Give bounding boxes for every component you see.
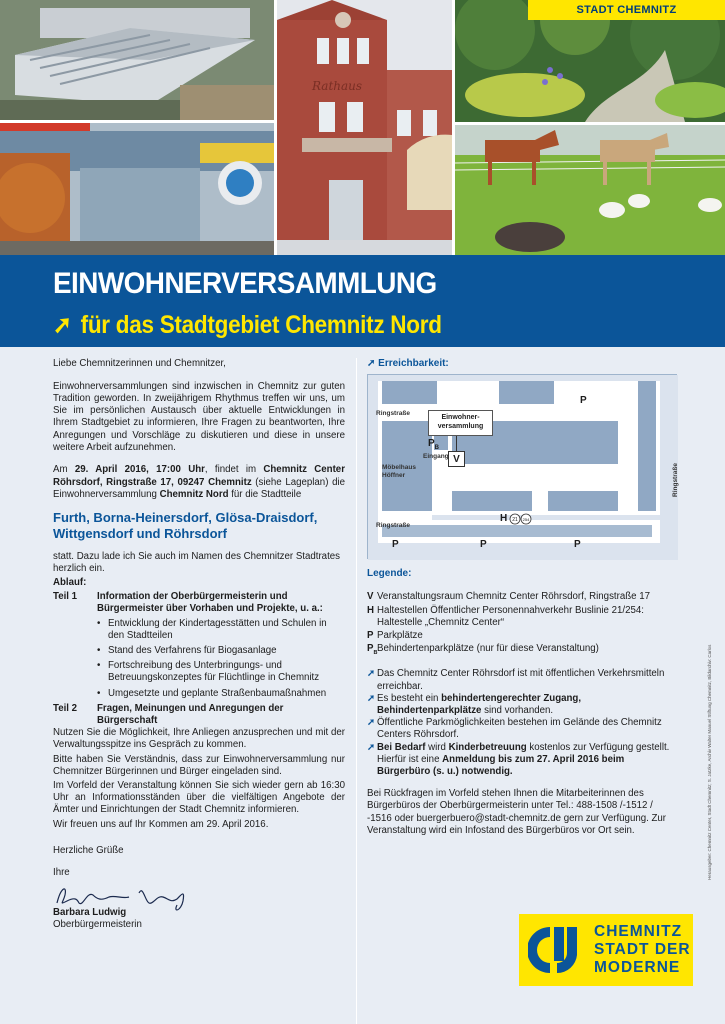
map-building [548, 491, 618, 511]
opportunity-paragraph: Nutzen Sie die Möglichkeit, Ihre Anliegen anzusprechen und mit der Verwaltungsspitze ins Gespräch zu kommen. [53, 727, 345, 751]
note-text-bold: Kinderbetreuung [448, 741, 527, 753]
map-marker-p: P [574, 539, 581, 551]
event-venue: Chemnitz Center Röhrsdorf, Ringstraße 17, 09247 Chemnitz [53, 464, 345, 488]
map-hoeffner-line: Höffner [382, 472, 406, 480]
map-road [368, 543, 678, 560]
note-text-part: wird [425, 741, 449, 753]
note-text [377, 742, 677, 779]
signer-name: Barbara Ludwig [53, 906, 127, 918]
logo-line-1: CHEMNITZ [594, 923, 683, 940]
arrow-icon: ➚ [367, 717, 376, 729]
map-label-ringstrasse-3: Ringstraße [672, 463, 679, 498]
date-suffix: für die Stadtteile [228, 488, 302, 500]
map-moebelhaus-line: Möbelhaus [382, 464, 416, 472]
photo-shopping-center-entrance [0, 123, 274, 255]
subtitle-text: für das Stadtgebiet Chemnitz Nord [80, 311, 442, 339]
closing-paragraph: Wir freuen uns auf Ihr Kommen am 29. April 2016. [53, 818, 269, 830]
logo-text [594, 923, 691, 977]
legend-item [367, 630, 677, 642]
bus-stop-icon [509, 513, 533, 525]
map-marker-p: P [392, 539, 399, 551]
map-h-letter: H [500, 513, 508, 525]
legend-key-sub: B [373, 650, 378, 657]
rathaus-lettering: Rathaus [312, 79, 363, 93]
legend-item [367, 643, 677, 659]
regards: Herzliche Grüße [53, 844, 124, 856]
title-banner [0, 255, 725, 347]
date-paragraph [53, 464, 345, 501]
map-building [452, 491, 532, 511]
site-map [367, 374, 677, 559]
photo-credit-text: Herausgeber: Chemnitz Center, Stadt Chemnitz; S. Jatzke, Archiv Walter Manuel Stiftung Chemnitz, Bildarchiv: Carlos [707, 644, 712, 880]
list-item: • Fortschreibung des Unterbringungs- und Betreuungskonzeptes für Flüchtlinge in Chemnitz [97, 660, 345, 684]
map-marker-p: P [480, 539, 487, 551]
agenda-part-1-list [97, 618, 345, 700]
map-pb-letter: P [428, 438, 435, 450]
legend-key [367, 643, 377, 659]
preview-paragraph: Im Vorfeld der Veranstaltung können Sie sich wieder gern ab 16:30 Uhr an Informationsständen über die vielfältigen Angebote der Ämter und Einrichtungen der Stadt Chemnitz informieren. [53, 779, 345, 816]
districts-heading [53, 510, 345, 542]
map-building [638, 381, 656, 511]
photo-rathaus [277, 0, 452, 255]
photo-shopping-center-aerial [0, 0, 274, 120]
legend-text: Haltestellen Öffentlicher Personennahverkehr Buslinie 21/254: Haltestelle „Chemnitz Center“ [377, 604, 644, 628]
event-date: 29. April 2016, 17:00 Uhr [74, 464, 205, 476]
map-road [368, 375, 378, 560]
agenda-part-2-label: Teil 2 [53, 702, 78, 714]
access-heading [367, 358, 677, 370]
date-prefix: Am [53, 464, 75, 476]
page-subtitle [53, 310, 442, 340]
city-tag-text: STADT CHEMNITZ [576, 4, 677, 16]
note-text-bold: Anmeldung bis zum 27. April 2016 beim Bürgerbüro (s. u.) notwendig. [377, 753, 625, 777]
list-item: • Stand des Verfahrens für Biogasanlage [97, 645, 345, 657]
map-callout-event [428, 410, 493, 436]
logo-line-3: MODERNE [594, 959, 681, 976]
contact-paragraph: Bei Rückfragen im Vorfeld stehen Ihnen die Mitarbeiterinnen des Bürgerbüros der Oberbürgermeisterin unter Tel.: 488-1508 /-1512 / -1516 oder buergerbuero@stadt-chemnitz.de gern zur Verfügung. Zur Veranstaltung wird ein Infostand des Bürgerbüros vor Ort sein. [367, 788, 667, 836]
note-item [367, 742, 677, 779]
ihre: Ihre [53, 866, 70, 878]
agenda-part-1 [53, 591, 345, 615]
photo-band [0, 0, 725, 255]
list-item: • Umgesetzte und geplante Straßenbaumaßnahmen [97, 688, 345, 700]
note-item [367, 693, 677, 717]
legend-heading: Legende: [367, 568, 412, 580]
access-heading-text: Erreichbarkeit: [378, 358, 449, 369]
understanding-paragraph: Bitte haben Sie Verständnis, dass zur Einwohnerversammlung nur Chemnitzer Bürgerinnen und Bürger eingeladen sind. [53, 753, 345, 777]
logo-line-2: STADT DER [594, 941, 691, 958]
note-item [367, 668, 677, 692]
map-label-ringstrasse-2: Ringstraße [376, 522, 410, 530]
legend-key: H [367, 604, 374, 616]
legend-text: Parkplätze [377, 630, 423, 642]
letter-column [53, 358, 345, 931]
page-title: EINWOHNERVERSAMMLUNG [53, 267, 437, 300]
column-divider [356, 358, 357, 1024]
note-text-bold: behindertengerechter Zugang, Behindertenparkplätze [377, 692, 582, 716]
intro-paragraph: Einwohnerversammlungen sind inzwischen in Chemnitz zur guten Tradition geworden. In zweijährigem Rhythmus treffen wir uns, um Sie im persönlichen Austausch über aktuelle Entwicklungen in Ihrem Stadtgebiet zu informieren, Ihre Fragen zu beantworten, Ihre Anregungen und Vorschläge zu diskutieren und diese in unsere weitere Arbeit aufzunehmen. [53, 380, 345, 453]
legend-item [367, 605, 677, 629]
list-item: • Entwicklung der Kindertagesstätten und Schulen in den Stadtteilen [97, 618, 345, 642]
info-column [367, 358, 677, 837]
note-text [377, 693, 677, 717]
event-district: Chemnitz Nord [159, 488, 229, 500]
photo-credit [707, 644, 715, 880]
note-item [367, 717, 677, 741]
city-tag [528, 0, 725, 20]
arrow-icon: ➚ [367, 668, 376, 680]
map-label-ringstrasse: Ringstraße [376, 410, 410, 418]
map-callout-text: Einwohner- versammlung [437, 414, 484, 430]
note-text-part: kostenlos zur Verfügung gestellt. Hierfür ist eine [377, 741, 670, 765]
legend-text: Veranstaltungsraum Chemnitz Center Röhrsdorf, Ringstraße 17 [377, 591, 650, 603]
note-text-part: sind vorhanden. [481, 704, 554, 716]
map-callout-line [456, 436, 457, 451]
map-label-eingang: Eingang [423, 453, 449, 461]
map-marker-v: V [448, 451, 465, 467]
legend-key: V [367, 591, 374, 603]
map-building [499, 381, 554, 404]
agenda-part-1-label: Teil 1 [53, 591, 78, 603]
greeting: Liebe Chemnitzerinnen und Chemnitzer, [53, 358, 226, 369]
note-text: Öffentliche Parkmöglichkeiten bestehen im Gelände des Chemnitz Centers Röhrsdorf. [377, 717, 662, 741]
date-after-venue: (siehe Lageplan) die Einwohnerversammlung [53, 476, 345, 500]
arrow-icon: ➚ [367, 692, 376, 704]
signer-title: Oberbürgermeisterin [53, 918, 142, 930]
arrow-icon: ➚ [367, 358, 379, 369]
agenda-part-2-title: Fragen, Meinungen und Anregungen der Bürgerschaft [97, 702, 284, 726]
agenda-part-1-title: Information der Oberbürgermeisterin und Bürgermeister über Vorhaben und Projekte, u. a.: [97, 591, 323, 615]
photo-animal-pasture [455, 125, 725, 255]
bus-line-label: 21 [512, 517, 518, 524]
note-text-part: Es besteht ein [377, 692, 442, 704]
legend-item [367, 591, 677, 603]
arrow-icon: ➚ [53, 311, 72, 339]
note-text-bold: Bei Bedarf [377, 741, 426, 753]
districts-line-1: Furth, Borna-Heinersdorf, Glösa-Draisdorf, [53, 509, 318, 525]
map-building [382, 381, 437, 404]
agenda-part-2 [53, 703, 345, 727]
districts-line-2: Wittgensdorf und Röhrsdorf [53, 525, 227, 541]
access-notes [367, 668, 677, 778]
date-mid: , findet im [204, 464, 264, 476]
map-parking [382, 525, 652, 537]
map-label-moebelhaus [382, 464, 416, 480]
invite-paragraph: statt. Dazu lade ich Sie auch im Namen des Chemnitzer Stadtrates herzlich ein. [53, 550, 340, 574]
map-marker-p: P [580, 395, 587, 407]
map-pb-sub: B [434, 445, 440, 452]
bus-line-label: 254 [522, 517, 530, 523]
legend-key-letter: P [367, 643, 374, 655]
map-marker-pb [428, 438, 439, 454]
chemnitz-logo [519, 914, 693, 986]
map-marker-h [500, 513, 507, 525]
legend-text: Behindertenparkplätze (nur für diese Veranstaltung) [377, 643, 599, 655]
arrow-icon: ➚ [367, 741, 376, 753]
note-text: Das Chemnitz Center Röhrsdorf ist mit öffentlichen Verkehrsmitteln erreichbar. [377, 668, 665, 692]
legend [367, 568, 677, 659]
chemnitz-c-icon [528, 925, 579, 975]
legend-key: P [367, 630, 374, 642]
agenda-label: Ablauf: [53, 576, 87, 588]
